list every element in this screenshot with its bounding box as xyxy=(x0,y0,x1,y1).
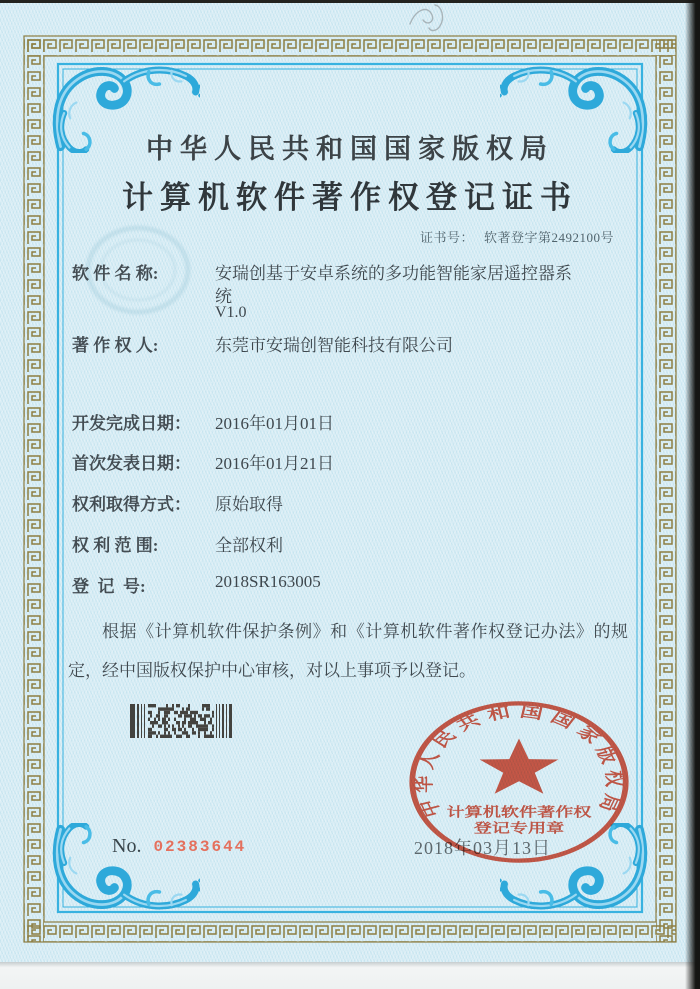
seal-text-line1: 计算机软件著作权 xyxy=(446,805,592,820)
seal-text-line2: 登记专用章 xyxy=(473,821,565,836)
photo-edge-bottom xyxy=(0,962,700,989)
serial-no-label: No. xyxy=(112,835,142,857)
field-label: 著 作 权 人: xyxy=(72,336,159,355)
field-label: 登 记 号: xyxy=(72,577,146,596)
official-seal xyxy=(405,698,633,866)
field-label: 首次发表日期： xyxy=(72,454,191,473)
field-label: 软 件 名 称: xyxy=(72,264,159,283)
seal-star-icon xyxy=(480,738,559,793)
field-label: 权利取得方式： xyxy=(72,495,191,514)
cert-no-label: 证书号： xyxy=(420,230,475,245)
field-value: 全部权利 xyxy=(215,536,283,555)
field-label: 开发完成日期： xyxy=(72,414,191,433)
field-value-version: V1.0 xyxy=(215,304,247,321)
serial-no-value: 02383644 xyxy=(153,838,247,856)
issuer-title: 中华人民共和国国家版权局 xyxy=(146,134,554,164)
field-label: 权 利 范 围: xyxy=(72,536,159,555)
certificate-title: 计算机软件著作权登记证书 xyxy=(122,180,578,215)
serial-number xyxy=(112,835,246,858)
field-value: 2018SR163005 xyxy=(215,572,321,591)
field-value-line1: 安瑞创基于安卓系统的多功能智能家居遥控器系 xyxy=(215,264,572,283)
field-value: 原始取得 xyxy=(215,495,283,514)
field-value: 2016年01月01日 xyxy=(215,414,334,433)
field-value: 2016年01月21日 xyxy=(215,454,334,473)
certificate-number xyxy=(420,227,614,246)
registration-statement: 根据《计算机软件保护条例》和《计算机软件著作权登记办法》的规定，经中国版权保护中心审核，对以上事项予以登记。 xyxy=(68,622,628,680)
cert-no-value: 软著登字第2492100号 xyxy=(484,230,615,245)
issue-date: 2018年03月13日 xyxy=(414,838,551,858)
photo-edge-right xyxy=(685,0,700,989)
field-value: 东莞市安瑞创智能科技有限公司 xyxy=(215,336,453,355)
pencil-annotation xyxy=(410,5,442,30)
seal-ring-text: 中华人民共和国国家版权局 xyxy=(411,702,627,820)
barcode-2d xyxy=(130,704,232,743)
field-value-line2: 统 xyxy=(215,287,232,306)
photo-edge-top xyxy=(0,0,700,3)
